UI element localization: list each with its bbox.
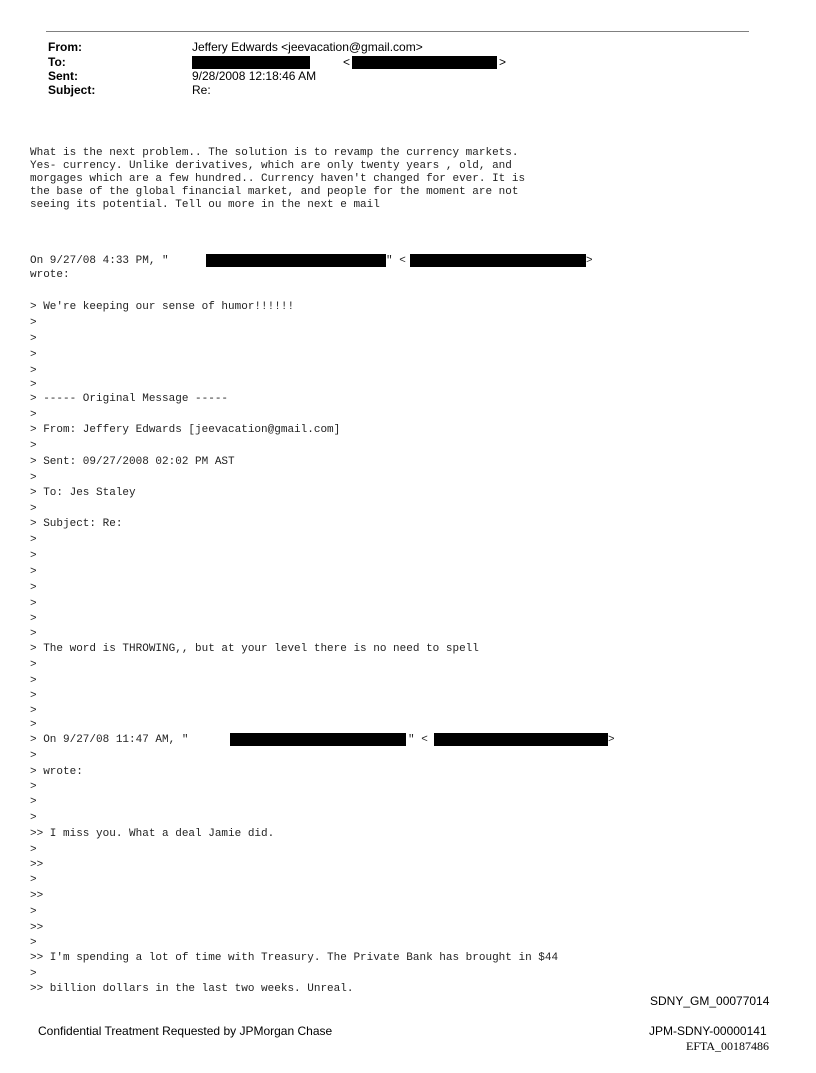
quoted-line: >> (30, 859, 44, 871)
attribution-wrote: wrote: (30, 269, 70, 281)
attribution-mid: " < (386, 255, 406, 267)
quoted-line: > (30, 598, 37, 610)
quoted-line: > (30, 675, 37, 687)
redaction-box (352, 56, 497, 69)
bates-number-gm: SDNY_GM_00077014 (650, 994, 770, 1008)
quoted-line: >> I miss you. What a deal Jamie did. (30, 828, 275, 840)
confidential-notice: Confidential Treatment Requested by JPMorgan Chase (38, 1024, 333, 1038)
quoted-subject: > Subject: Re: (30, 518, 123, 530)
body-line: the base of the global financial market, and people for the moment are not (30, 186, 519, 198)
sent-label: Sent: (48, 69, 78, 83)
nested-attr-mid: " < (408, 734, 428, 746)
body-line: What is the next problem.. The solution is to revamp the currency markets. (30, 147, 519, 159)
subject-label: Subject: (48, 83, 96, 97)
quoted-line: > (30, 906, 37, 918)
redaction-box (434, 733, 608, 746)
quoted-line: > (30, 690, 37, 702)
original-message-divider: > ----- Original Message ----- (30, 393, 229, 405)
quoted-line: > (30, 440, 37, 452)
quoted-from: > From: Jeffery Edwards [jeevacation@gmail.com] (30, 424, 341, 436)
quoted-line: > (30, 659, 37, 671)
quoted-line: > (30, 613, 37, 625)
quoted-line: > wrote: (30, 766, 83, 778)
quoted-sent: > Sent: 09/27/2008 02:02 PM AST (30, 456, 235, 468)
quoted-line: > (30, 349, 37, 361)
redaction-box (192, 56, 310, 69)
quoted-line: > (30, 379, 37, 391)
to-open-bracket: < (343, 55, 351, 69)
quoted-line: > (30, 937, 37, 949)
body-line: morgages which are a few hundred.. Currency haven't changed for ever. It is (30, 173, 526, 185)
quoted-line: > (30, 550, 37, 562)
quoted-line: > (30, 534, 37, 546)
quoted-line: > (30, 566, 37, 578)
redaction-box (410, 254, 586, 267)
quoted-line: > (30, 796, 37, 808)
quoted-line: > (30, 968, 37, 980)
redaction-box (230, 733, 406, 746)
body-line: seeing its potential. Tell ou more in the next e mail (30, 199, 380, 211)
quoted-line: >> billion dollars in the last two weeks. Unreal. (30, 983, 354, 995)
quoted-line: > (30, 472, 37, 484)
quoted-line: > (30, 503, 37, 515)
quoted-line: > (30, 409, 37, 421)
quoted-line: > (30, 874, 37, 886)
quoted-line: > (30, 844, 37, 856)
from-value: Jeffery Edwards <jeevacation@gmail.com> (192, 40, 423, 54)
to-close-bracket: > (499, 55, 507, 69)
nested-attr-end: > (608, 734, 615, 746)
quoted-line: > The word is THROWING,, but at your level there is no need to spell (30, 643, 479, 655)
redaction-box (206, 254, 386, 267)
nested-attr-prefix: > On 9/27/08 11:47 AM, " (30, 734, 189, 746)
quoted-line: > (30, 365, 37, 377)
quoted-line: > (30, 333, 37, 345)
subject-value: Re: (192, 83, 211, 97)
quoted-line: > (30, 719, 37, 731)
quoted-line: > (30, 781, 37, 793)
body-line: Yes- currency. Unlike derivatives, which are only twenty years , old, and (30, 160, 512, 172)
quoted-line: > (30, 582, 37, 594)
quoted-line: >> (30, 922, 44, 934)
top-divider (46, 31, 749, 32)
quoted-line: > (30, 317, 37, 329)
to-label: To: (48, 55, 66, 69)
attribution-prefix: On 9/27/08 4:33 PM, " (30, 255, 169, 267)
attribution-end: > (586, 255, 593, 267)
quoted-line: > (30, 705, 37, 717)
bates-number-jpm: JPM-SDNY-00000141 (649, 1024, 767, 1038)
quoted-line: > We're keeping our sense of humor!!!!!! (30, 301, 295, 313)
sent-value: 9/28/2008 12:18:46 AM (192, 69, 317, 83)
quoted-line: > (30, 812, 37, 824)
quoted-line: >> I'm spending a lot of time with Treasury. The Private Bank has brought in $44 (30, 952, 559, 964)
from-label: From: (48, 40, 82, 54)
quoted-line: > (30, 750, 37, 762)
quoted-to: > To: Jes Staley (30, 487, 136, 499)
bates-number-efta: EFTA_00187486 (686, 1039, 770, 1053)
quoted-line: > (30, 628, 37, 640)
quoted-line: >> (30, 890, 44, 902)
